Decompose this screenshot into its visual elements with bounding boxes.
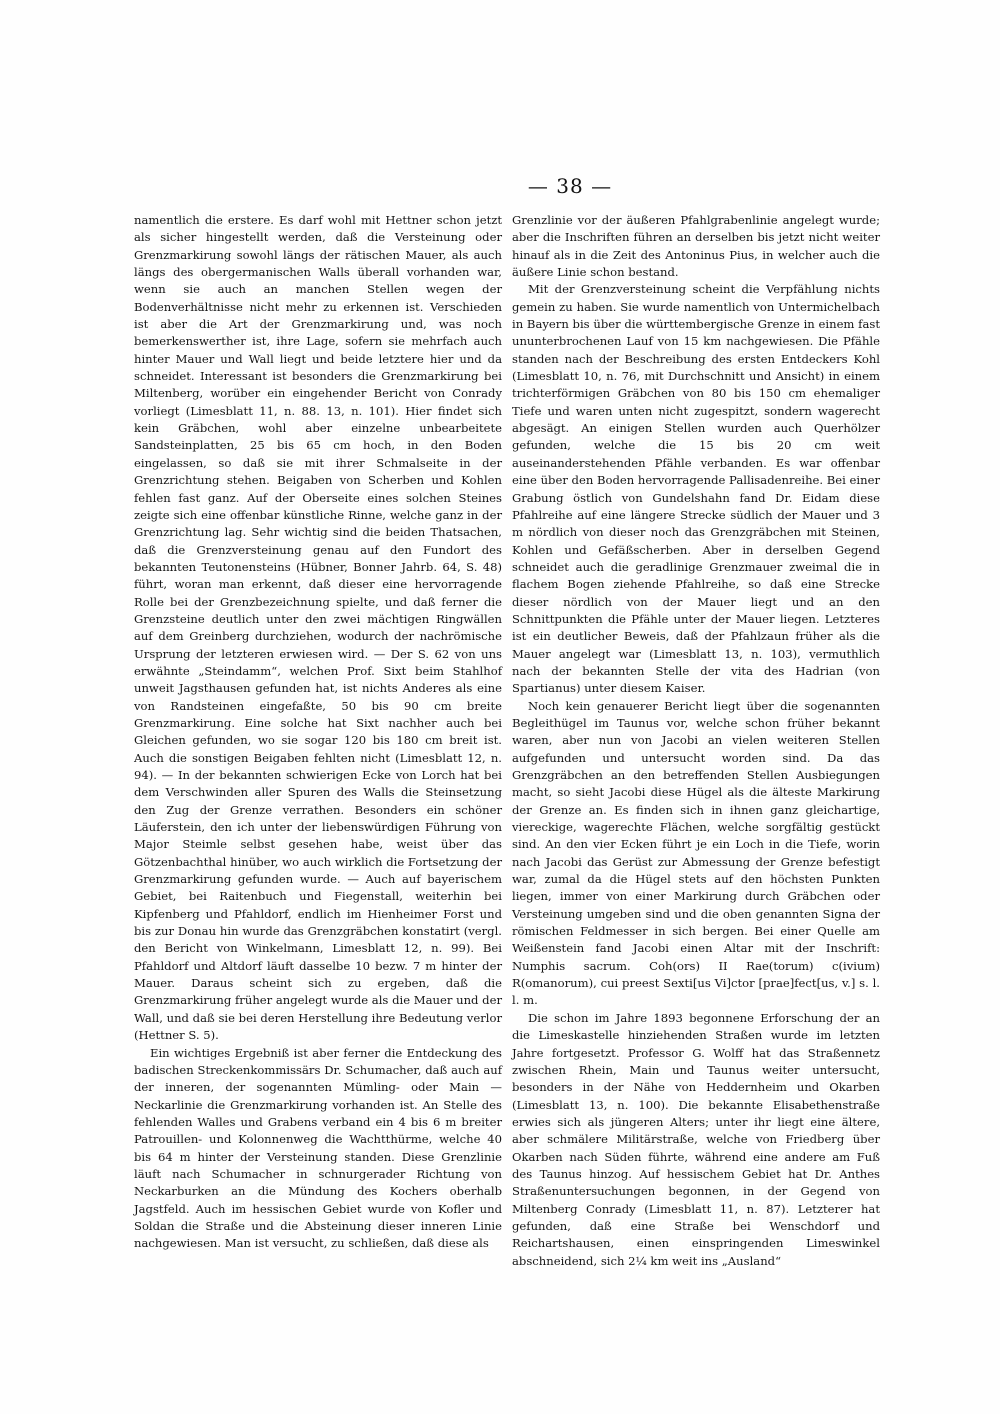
- paragraph: namentlich die erstere. Es darf wohl mit Hettner schon jetzt als sicher hingestellt werden, daß die Versteinung oder Grenzmarkirung sowohl längs der rätischen Mauer, als auch längs des obergermanischen Walls überall vorhanden war, wenn sie auch an manchen Stellen wegen der Bodenverhältnisse nicht mehr zu erkennen ist. Verschieden ist aber die Art der Grenzmarkirung und, was noch bemerkenswerther ist, ihre Lage, sofern sie mehrfach auch hinter Mauer und Wall liegt und beide letztere hier und da schneidet. Interessant ist besonders die Grenzmarkirung bei Miltenberg, worüber ein eingehender Bericht von Conrady vorliegt (Limesblatt 11, n. 88. 13, n. 101). Hier findet sich kein Gräbchen, wohl aber einzelne unbearbeitete Sandsteinplatten, 25 bis 65 cm hoch, in den Boden eingelassen, so daß sie mit ihrer Schmalseite in der Grenzrichtung stehen. Beigaben von Scherben und Kohlen fehlen fast ganz. Auf der Oberseite eines solchen Steines zeigte sich eine offenbar künstliche Rinne, welche ganz in der Grenzrichtung lag. Sehr wichtig sind die beiden Thatsachen, daß die Grenzversteinung genau auf den Fundort des bekannten Teutonensteins (Hübner, Bonner Jahrb. 64, S. 48) führt, woran man erkennt, daß dieser eine hervorragende Rolle bei der Grenzbezeichnung spielte, und daß ferner die Grenzsteine deutlich unter den zwei mächtigen Ringwällen auf dem Greinberg durchziehen, wodurch der nachrömische Ursprung der letzteren erwiesen wird. — Der S. 62 von uns erwähnte „Steindamm“, welchen Prof. Sixt beim Stahlhof unweit Jagsthausen gefunden hat, ist nichts Anderes als eine von Randsteinen eingefaßte, 50 bis 90 cm breite Grenzmarkirung. Eine solche hat Sixt nachher auch bei Gleichen gefunden, wo sie sogar 120 bis 180 cm breit ist. Auch die sonstigen Beigaben fehlten nicht (Limesblatt 12, n. 94). — In der bekannten schwierigen Ecke von Lorch hat bei dem Verschwinden aller Spuren des Walls die Steinsetzung den Zug der Grenze verrathen. Besonders ein schöner Läuferstein, den ich unter der liebenswürdigen Führung von Major Steimle selbst gesehen habe, weist über das Götzenbachthal hinüber, wo auch wirklich die Fortsetzung der Grenzmarkirung gefunden wurde. — Auch auf bayerischem Gebiet, bei Raitenbuch und Fiegenstall, weiterhin bei Kipfenberg und Pfahldorf, endlich im Hienheimer Forst und bis zur Donau hin wurde das Grenzgräbchen konstatirt (vergl. den Bericht von Winkelmann, Limesblatt 12, n. 99). Bei Pfahldorf und Altdorf läuft dasselbe 10 bezw. 7 m hinter der Mauer. Daraus scheint sich zu ergeben, daß die Grenzmarkirung früher angelegt wurde als die Mauer und der Wall, und daß sie bei deren Herstellung ihre Bedeutung verlor (Hettner S. 5).: [134, 213, 502, 1043]
- paragraph: Noch kein genauerer Bericht liegt über die sogenannten Begleithügel im Taunus vor, welche schon früher bekannt waren, aber nun von Jacobi an vielen weiteren Stellen aufgefunden und untersucht worden sind. Da das Grenzgräbchen an den betreffenden Stellen Ausbiegungen macht, so sieht Jacobi diese Hügel als die älteste Markirung der Grenze an. Es finden sich in ihnen ganz gleichartige, viereckige, wagerechte Flächen, welche sorgfältig gestückt sind. An den vier Ecken führt je ein Loch in die Tiefe, worin nach Jacobi das Gerüst zur Abmessung der Grenze befestigt war, zumal da die Hügel stets auf den höchsten Punkten liegen, immer von einer Markirung durch Gräbchen oder Versteinung umgeben sind und die oben genannten Signa der römischen Feldmesser in sich bergen. Bei einer Quelle am Weißenstein fand Jacobi einen Altar mit der Inschrift: Numphis sacrum. Coh(ors) II Rae(torum) c(ivium) R(omanorum), cui preest Sexti[us Vi]ctor [prae]fect[us, v.] s. l. l. m.: [512, 698, 880, 1008]
- paragraph: Die schon im Jahre 1893 begonnene Erforschung der an die Limeskastelle hinziehenden Straßen wurde im letzten Jahre fortgesetzt. Professor G. Wolff hat das Straßennetz zwischen Rhein, Main und Taunus weiter untersucht, besonders in der Nähe von Heddernheim und Okarben (Limesblatt 13, n. 100). Die bekannte Elisabethenstraße erwies sich als jüngeren Alters; unter ihr liegt eine ältere, aber schmälere Militärstraße, welche von Friedberg über Okarben nach Süden führte, während eine andere am Fuß des Taunus hinzog. Auf hessischem Gebiet hat Dr. Anthes Straßenuntersuchungen begonnen, in der Gegend von Miltenberg Conrady (Limesblatt 11, n. 87). Letzterer hat gefunden, daß eine Straße bei Wenschdorf und Reichartshausen, einen einspringenden Limeswinkel abschneidend, sich 2¼ km weit ins „Ausland“: [512, 1010, 880, 1268]
- paragraph: Ein wichtiges Ergebniß ist aber ferner die Entdeckung des badischen Streckenkommissärs Dr. Schumacher, daß auch auf der inneren, der sogenannten Mümling- oder Main — Neckarlinie die Grenzmarkirung vorhanden ist. An Stelle des fehlenden Walles und Grabens verband ein 4 bis 6 m breiter Patrouillen- und Kolonnenweg die Wachtthürme, welche 40 bis 64 m hinter der Versteinung standen. Diese Grenzlinie läuft nach Schumacher in schnurgerader Richtung von Neckarburken an die Mündung des Kochers oberhalb Jagstfeld. Auch im hessischen Gebiet wurde von Kofler und Soldan die Straße und die Absteinung dieser inneren Linie nachgewiesen. Man ist versucht, zu schließen, daß diese als: [134, 1045, 502, 1251]
- page-number: — 38 —: [527, 174, 613, 198]
- left-column: [134, 212, 502, 1251]
- right-column: [512, 212, 880, 1268]
- paragraph: Mit der Grenzversteinung scheint die Verpfählung nichts gemein zu haben. Sie wurde namentlich von Untermichelbach in Bayern bis über die württembergische Grenze in einem fast ununterbrochenen Lauf von 15 km nachgewiesen. Die Pfähle standen nach der Beschreibung des ersten Entdeckers Kohl (Limesblatt 10, n. 76, mit Durchschnitt und Ansicht) in einem trichterförmigen Gräbchen von 80 bis 150 cm ehemaliger Tiefe und waren unten nicht zugespitzt, sondern wagerecht abgesägt. An einigen Stellen wurden auch Querhölzer gefunden, welche die 15 bis 20 cm weit auseinanderstehenden Pfähle verbanden. Es war offenbar eine über den Boden hervorragende Pallisadenreihe. Bei einer Grabung östlich von Gundelshahn fand Dr. Eidam diese Pfahlreihe auf eine längere Strecke südlich der Mauer und 3 m nördlich von dieser noch das Grenzgräbchen mit Steinen, Kohlen und Gefäßscherben. Aber in derselben Gegend schneidet auch die geradlinige Grenzmauer zweimal die in flachem Bogen ziehende Pfahlreihe, so daß eine Strecke dieser nördlich von der Mauer liegt und an den Schnittpunkten die Pfähle unter der Mauer liegen. Letzteres ist ein deutlicher Beweis, daß der Pfahlzaun früher als die Mauer angelegt war (Limesblatt 13, n. 103), vermuthlich nach der bekannten Stelle der vita des Hadrian (von Spartianus) unter diesem Kaiser.: [512, 282, 880, 696]
- paragraph: Grenzlinie vor der äußeren Pfahlgrabenlinie angelegt wurde; aber die Inschriften führen an derselben bis jetzt nicht weiter hinauf als in die Zeit des Antoninus Pius, in welcher auch die äußere Linie schon bestand.: [512, 213, 880, 280]
